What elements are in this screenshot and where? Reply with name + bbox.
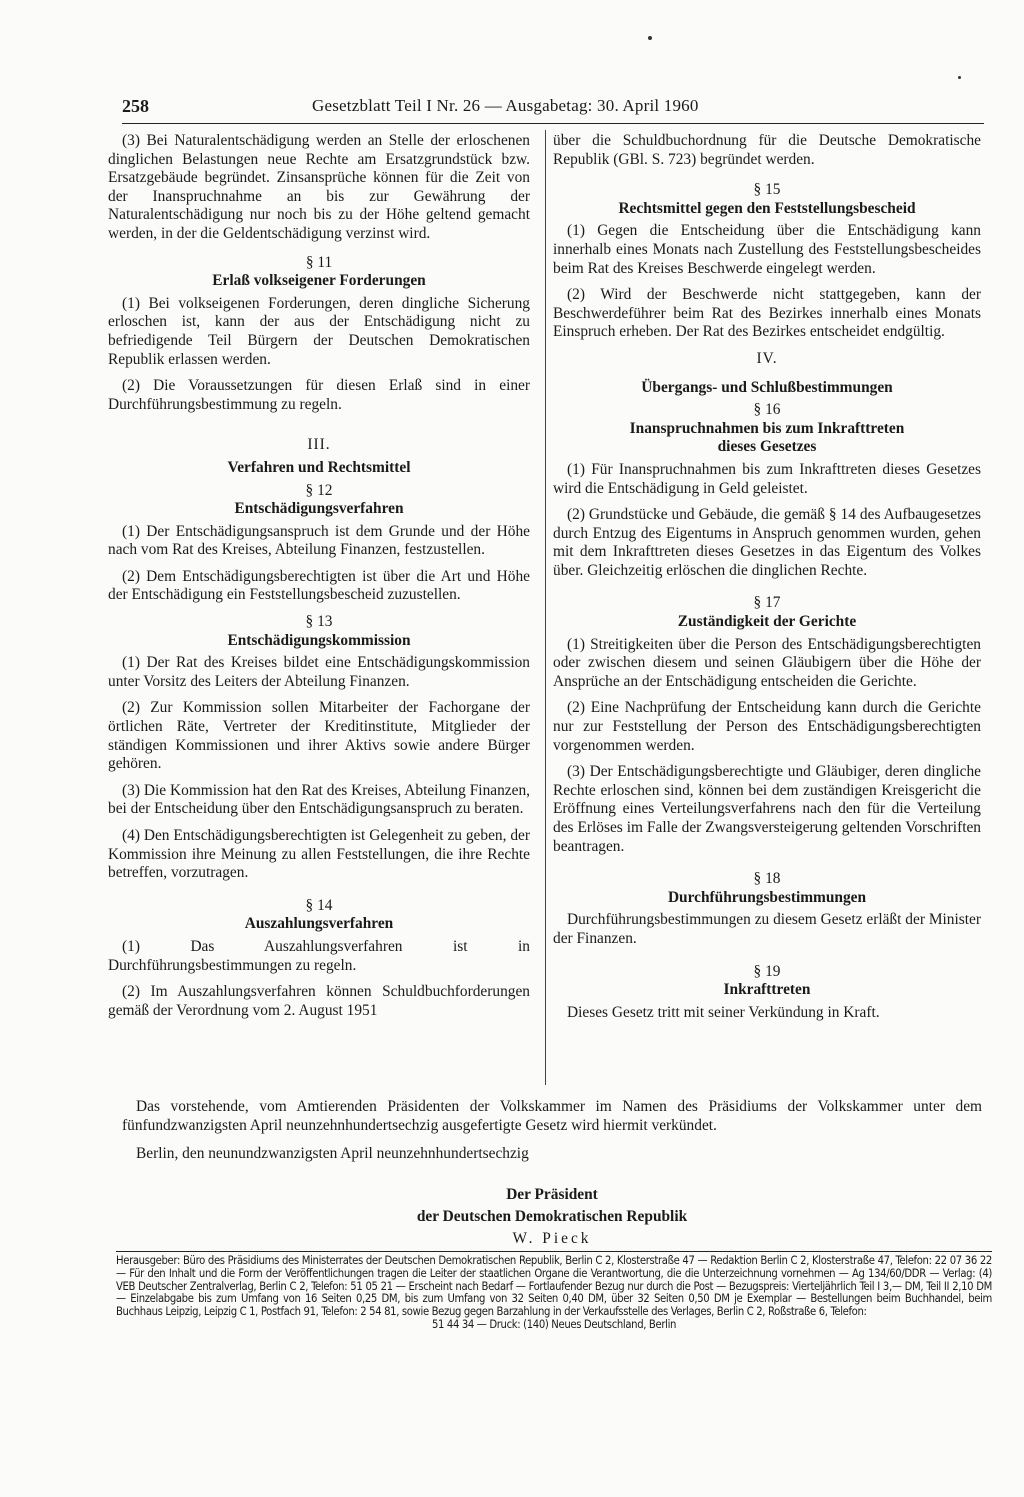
paragraph-s14-1: (1) Das Auszahlungsverfahren ist in Durchführungsbestimmungen zu regeln.: [108, 937, 530, 974]
page-number: 258: [122, 96, 149, 116]
issue-title: Gesetzblatt Teil I Nr. 26 — Ausgabetag: 30. April 1960: [312, 96, 699, 115]
paragraph-s13-2: (2) Zur Kommission sollen Mitarbeiter der Fachorgane der örtlichen Räte, Vertreter der Kreditinstitute, Mitglieder der ständigen Kommissionen und ihrer Aktivs sowie andere Bürger gehören.: [108, 699, 530, 773]
section-number-16: § 16: [753, 401, 781, 419]
print-speck: [648, 36, 652, 40]
imprint: [116, 1255, 992, 1332]
paragraph-s13-4: (4) Den Entschädigungsberechtigten ist Gelegenheit zu geben, der Kommission ihre Meinung zu allen Feststellungen, die ihre Rechte betreffen, vorzutragen.: [108, 827, 530, 882]
section-number-13: § 13: [305, 613, 333, 631]
part-number-4: IV.: [756, 349, 778, 367]
paragraph-s12-2: (2) Dem Entschädigungsberechtigten ist über die Art und Höhe der Entschädigung ein Feststellungsbescheid zuzustellen.: [108, 567, 530, 604]
promulgation-text: [122, 1098, 982, 1174]
section-title-11: Erlaß volkseigener Forderungen: [212, 272, 426, 290]
paragraph-s13-1: (1) Der Rat des Kreises bildet eine Entschädigungskommission unter Vorsitz des Leiters der Abteilung Finanzen.: [108, 654, 530, 690]
left-column: [108, 132, 530, 1028]
part-number-3: III.: [307, 436, 331, 454]
section-number-17: § 17: [753, 594, 781, 612]
paragraph-s14-2-continued: über die Schuldbuchordnung für die Deutsche Demokratische Republik (GBl. S. 723) begründet werden.: [553, 132, 981, 168]
section-title-15: Rechtsmittel gegen den Feststellungsbescheid: [618, 199, 916, 217]
section-number-15: § 15: [753, 181, 781, 199]
paragraph-s14-2: (2) Im Auszahlungsverfahren können Schuldbuchforderungen gemäß der Verordnung vom 2. August 1951: [108, 983, 530, 1019]
section-title-16-line2: dieses Gesetzes: [717, 438, 817, 456]
paragraph-s16-2: (2) Grundstücke und Gebäude, die gemäß § 14 des Aufbaugesetzes durch Entzug des Eigentums in Anspruch genommen wurden, gehen mit dem Inkrafttreten dieses Gesetzes in das Eigentum des Volkes über. Gleichzeitig erlöschen die dinglichen Rechte.: [553, 506, 981, 579]
section-title-18: Durchführungsbestimmungen: [667, 888, 867, 906]
header-rule: [122, 123, 984, 124]
paragraph-s19-1: Dieses Gesetz tritt mit seiner Verkündung in Kraft.: [567, 1003, 880, 1021]
paragraph-s11-2: (2) Die Voraussetzungen für diesen Erlaß sind in einer Durchführungsbestimmung zu regeln.: [108, 377, 530, 413]
paragraph-s13-3: (3) Die Kommission hat den Rat des Kreises, Abteilung Finanzen, bei der Entscheidung über den Entschädigungsanspruch zu beraten.: [108, 781, 530, 818]
imprint-text: Herausgeber: Büro des Präsidiums des Ministerrates der Deutschen Demokratischen Republik, Berlin C 2, Klosterstraße 47 — Redaktion Berlin C 2, Klosterstraße 47, Telefon: 22 07 36 22 — Für den Inhalt und die Form der Veröffentlichungen tragen die Leiter der staatlichen Organe die Verantwortung, die die Unterzeichnung vornehmen — Ag 134/60/DDR — Verlag: (4) VEB Deutscher Zentralverlag, Berlin C 2, Telefon: 51 05 21 — Erscheint nach Bedarf — Fortlaufender Bezug nur durch die Post — Bezugspreis: Vierteljährlich Teil I 3,— DM, Teil II 2,10 DM — Einzelabgabe bis zum Umfang von 16 Seiten 0,25 DM, bis zum Umfang von 32 Seiten 0,40 DM, über 32 Seiten 0,50 DM je Exemplar — Bestellungen beim Buchhandel, beim Buchhaus Leipzig, Leipzig C 1, Postfach 91, Telefon: 2 54 81, sowie Bezug gegen Barzahlung in der Verkaufsstelle des Verlages, Berlin C 2, Roßstraße 6, Telefon:: [116, 1254, 992, 1319]
place-date: Berlin, den neunundzwanzigsten April neunzehnhundertsechzig: [136, 1145, 529, 1163]
section-number-12: § 12: [305, 481, 333, 499]
paragraph-s15-1: (1) Gegen die Entscheidung über die Entschädigung kann innerhalb eines Monats nach Zustellung des Feststellungsbescheides beim Rat des Kreises Beschwerde eingelegt werden.: [553, 222, 981, 277]
paragraph-s10-3: (3) Bei Naturalentschädigung werden an Stelle der erloschenen dinglichen Belastungen neue Rechte am Ersatzgrundstück bzw. Ersatzgebäude begründet. Zinsansprüche können für die Zeit von der Inanspruchnahme an bis zur Gewährung der Naturalentschädigung nur noch bis zu der Höhe geltend gemacht werden, in der die Geldentschädigung verzinst wird.: [108, 132, 530, 242]
imprint-rule: [116, 1251, 992, 1252]
paragraph-s17-2: (2) Eine Nachprüfung der Entscheidung kann durch die Gerichte nur zur Feststellung der Person des Entschädigungsberechtigten vorgenommen werden.: [553, 699, 981, 754]
paragraph-s12-1: (1) Der Entschädigungsanspruch ist dem Grunde und der Höhe nach vom Rat des Kreises, Abteilung Finanzen, festzustellen.: [108, 522, 530, 559]
signature-office-line1: Der Präsident: [506, 1186, 598, 1203]
paragraph-s11-1: (1) Bei volkseigenen Forderungen, deren dingliche Sicherung erloschen ist, kann der aus der Entschädigung nicht zu befriedigende Teil Bürgern der Deutschen Demokratischen Republik erlassen werden.: [108, 294, 530, 368]
imprint-last-line: 51 44 34 — Druck: (140) Neues Deutschland, Berlin: [431, 1317, 677, 1331]
paragraph-s18-1: Durchführungsbestimmungen zu diesem Gesetz erläßt der Minister der Finanzen.: [553, 911, 981, 947]
page-header: [122, 92, 984, 122]
signature-office-line2: der Deutschen Demokratischen Republik: [416, 1208, 688, 1225]
section-number-14: § 14: [305, 896, 333, 914]
paragraph-s17-3: (3) Der Entschädigungsberechtigte und Gläubiger, deren dingliche Rechte erloschen sind, können bei dem zuständigen Kreisgericht die Eröffnung eines Verteilungsverfahrens nach den für die Verteilung des Erlöses im Falle der Zwangsversteigerung geltenden Vorschriften beantragen.: [553, 763, 981, 855]
paragraph-s17-1: (1) Streitigkeiten über die Person des Entschädigungsberechtigten oder zwischen diesem und seinen Gläubigern über die Höhe der Ansprüche an der Entschädigung entscheiden die Gerichte.: [553, 635, 981, 690]
section-number-18: § 18: [753, 870, 781, 888]
section-number-11: § 11: [305, 253, 333, 271]
part-title-3: Verfahren und Rechtsmittel: [227, 458, 411, 476]
section-title-19: Inkrafttreten: [723, 981, 811, 999]
section-title-14: Auszahlungsverfahren: [244, 915, 394, 933]
paragraph-s16-1: (1) Für Inanspruchnahmen bis zum Inkrafttreten dieses Gesetzes wird die Entschädigung in Geld geleistet.: [553, 460, 981, 497]
section-title-17: Zuständigkeit der Gerichte: [677, 613, 857, 631]
right-column: [553, 132, 981, 1030]
promulgation-paragraph: Das vorstehende, vom Amtierenden Präsidenten der Volkskammer im Namen des Präsidiums der Volkskammer unter dem fünfundzwanzigsten April neunzehnhundertsechzig ausgefertigte Gesetz wird hiermit verkündet.: [122, 1098, 982, 1134]
column-divider: [545, 130, 546, 1085]
section-title-16-line1: Inanspruchnahmen bis zum Inkrafttreten: [629, 419, 905, 437]
part-title-4: Übergangs- und Schlußbestimmungen: [641, 378, 893, 396]
section-title-12: Entschädigungsverfahren: [234, 500, 404, 518]
signatory-name: W. Pieck: [512, 1230, 592, 1247]
section-title-13: Entschädigungskommission: [227, 631, 411, 649]
print-speck: [958, 76, 961, 79]
section-number-19: § 19: [753, 962, 781, 980]
paragraph-s15-2: (2) Wird der Beschwerde nicht stattgegeben, kann der Beschwerdeführer beim Rat des Bezirkes innerhalb eines Monats Einspruch erheben. Der Rat des Bezirkes entscheidet endgültig.: [553, 286, 981, 341]
